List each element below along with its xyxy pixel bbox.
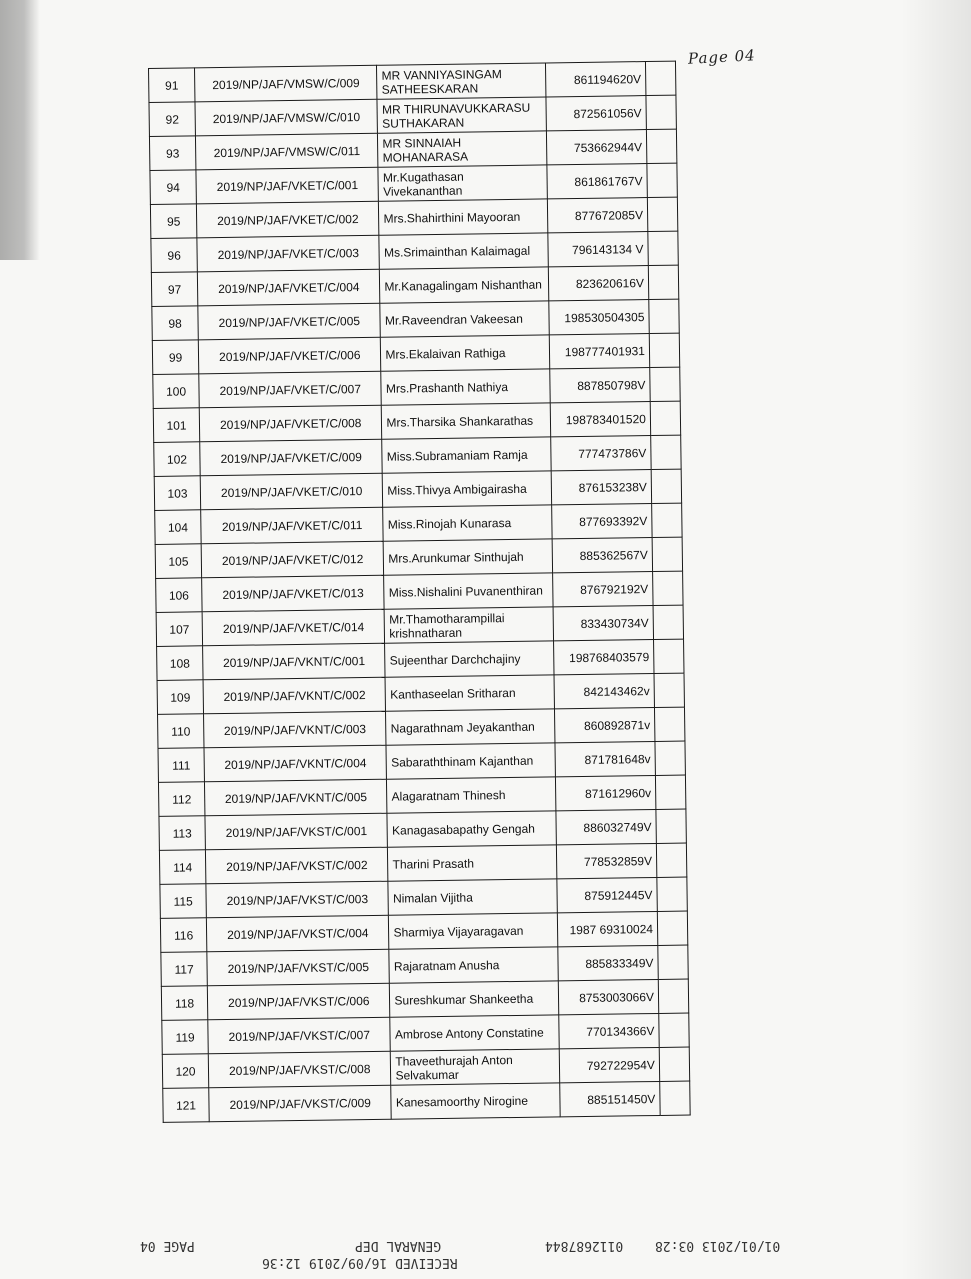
row-name: Ambrose Antony Constatine — [390, 1015, 559, 1051]
row-number: 103 — [154, 476, 201, 511]
row-name: Miss.Nishalini Puvanenthiran — [384, 573, 553, 609]
row-nic: 833430734V — [553, 606, 654, 641]
row-number: 95 — [150, 204, 197, 239]
row-number: 116 — [160, 918, 207, 953]
row-reference: 2019/NP/JAF/VKET/C/012 — [201, 541, 384, 578]
row-nic: 877693392V — [551, 504, 652, 539]
row-number: 106 — [156, 578, 203, 613]
row-number: 91 — [149, 68, 196, 103]
row-nic: 876792192V — [552, 572, 653, 607]
row-number: 118 — [161, 986, 208, 1021]
applicant-table — [148, 61, 691, 1123]
row-reference: 2019/NP/JAF/VKST/C/005 — [207, 949, 390, 986]
row-blank — [650, 401, 681, 435]
row-nic: 871781648v — [555, 741, 656, 776]
row-number: 97 — [151, 272, 198, 307]
row-reference: 2019/NP/JAF/VKET/C/010 — [200, 473, 383, 510]
row-name: Sureshkumar Shankeetha — [390, 981, 559, 1017]
row-reference: 2019/NP/JAF/VKET/C/009 — [200, 439, 383, 476]
row-blank — [651, 435, 682, 469]
row-reference: 2019/NP/JAF/VKET/C/003 — [197, 235, 380, 272]
row-nic: 842143462v — [554, 673, 655, 708]
row-number: 121 — [163, 1088, 210, 1123]
row-name: Nagarathnam Jeyakanthan — [386, 709, 555, 745]
row-number: 104 — [155, 510, 202, 545]
row-reference: 2019/NP/JAF/VKST/C/006 — [207, 983, 390, 1020]
row-name: Mrs.Shahirthini Mayooran — [379, 199, 548, 235]
row-nic: 198783401520 — [550, 402, 651, 437]
row-blank — [656, 843, 687, 877]
row-name: Miss.Thivya Ambigairasha — [383, 471, 552, 507]
row-number: 101 — [153, 408, 200, 443]
row-nic: 198768403579 — [553, 639, 654, 674]
row-nic: 753662944V — [546, 130, 647, 165]
row-number: 92 — [149, 102, 196, 137]
row-number: 117 — [161, 952, 208, 987]
row-reference: 2019/NP/JAF/VKNT/C/003 — [204, 711, 387, 748]
row-number: 94 — [150, 170, 197, 205]
row-nic: 8753003066V — [558, 979, 659, 1014]
row-reference: 2019/NP/JAF/VKST/C/001 — [205, 813, 388, 850]
row-reference: 2019/NP/JAF/VMSW/C/009 — [195, 65, 378, 102]
row-name: Mrs.Ekalaivan Rathiga — [381, 335, 550, 371]
row-name: Nimalan Vijitha — [388, 879, 557, 915]
row-number: 112 — [158, 782, 205, 817]
row-reference: 2019/NP/JAF/VKNT/C/001 — [203, 643, 386, 680]
row-blank — [645, 61, 676, 95]
row-nic: 792722954V — [559, 1047, 660, 1082]
row-blank — [654, 707, 685, 741]
row-number: 108 — [157, 646, 204, 681]
row-nic: 777473786V — [550, 436, 651, 471]
row-name: Mr.Kugathasan Vivekananthan — [378, 165, 547, 201]
row-nic: 823620616V — [548, 266, 649, 301]
row-reference: 2019/NP/JAF/VKNT/C/005 — [205, 779, 388, 816]
handwritten-page-note: Page 04 — [687, 46, 757, 68]
footer-received-stamp: RECEIVED 16/09/2019 12:36 — [262, 1255, 458, 1270]
row-blank — [660, 1081, 691, 1115]
table-row — [163, 1081, 690, 1122]
row-name: Alagaratnam Thinesh — [387, 777, 556, 813]
row-nic: 1987 69310024 — [557, 911, 658, 946]
row-blank — [649, 333, 680, 367]
row-reference: 2019/NP/JAF/VKET/C/002 — [196, 201, 379, 238]
row-number: 114 — [159, 850, 206, 885]
row-number: 109 — [157, 680, 204, 715]
row-nic: 877672085V — [547, 198, 648, 233]
row-reference: 2019/NP/JAF/VKET/C/006 — [198, 337, 381, 374]
row-reference: 2019/NP/JAF/VKET/C/014 — [202, 609, 385, 646]
row-blank — [652, 537, 683, 571]
row-reference: 2019/NP/JAF/VKET/C/011 — [201, 507, 384, 544]
row-blank — [658, 945, 689, 979]
row-number: 102 — [154, 442, 201, 477]
row-name: Miss.Rinojah Kunarasa — [383, 505, 552, 541]
row-name: Ms.Srimainthan Kalaimagal — [379, 233, 548, 269]
row-nic: 860892871v — [554, 707, 655, 742]
scan-edge-shadow-left — [0, 0, 40, 260]
row-number: 110 — [158, 714, 205, 749]
row-nic: 885151450V — [559, 1081, 660, 1116]
row-blank — [657, 877, 688, 911]
row-reference: 2019/NP/JAF/VMSW/C/010 — [195, 99, 378, 136]
row-blank — [653, 605, 684, 639]
row-number: 99 — [152, 340, 199, 375]
row-nic: 871612960v — [555, 775, 656, 810]
row-blank — [655, 775, 686, 809]
row-nic: 778532859V — [556, 843, 657, 878]
row-name: Mr.Kanagalingam Nishanthan — [380, 267, 549, 303]
row-blank — [646, 129, 677, 163]
row-name: Tharini Prasath — [388, 845, 557, 881]
row-reference: 2019/NP/JAF/VKST/C/003 — [206, 881, 389, 918]
row-reference: 2019/NP/JAF/VKST/C/002 — [205, 847, 388, 884]
row-name: Kanesamoorthy Nirogine — [391, 1083, 560, 1119]
row-blank — [652, 503, 683, 537]
row-number: 93 — [149, 136, 196, 171]
row-nic: 885833349V — [558, 945, 659, 980]
row-name: Sabaraththinam Kajanthan — [386, 743, 555, 779]
row-nic: 875912445V — [557, 877, 658, 912]
row-name: MR VANNIYASINGAM SATHEESKARAN — [377, 63, 546, 99]
footer-date-time: 01/01/2013 03:28 — [655, 1238, 781, 1253]
row-number: 120 — [162, 1054, 209, 1089]
row-reference: 2019/NP/JAF/VKET/C/007 — [199, 371, 382, 408]
row-number: 115 — [160, 884, 207, 919]
row-number: 96 — [151, 238, 198, 273]
row-nic: 861194620V — [545, 62, 646, 97]
row-number: 105 — [155, 544, 202, 579]
row-blank — [651, 469, 682, 503]
row-nic: 198530504305 — [549, 300, 650, 335]
row-blank — [654, 673, 685, 707]
row-reference: 2019/NP/JAF/VKET/C/004 — [197, 269, 380, 306]
row-name: Mrs.Tharsika Shankarathas — [382, 403, 551, 439]
row-number: 107 — [156, 612, 203, 647]
row-name: Mr.Thamotharampillai krishnatharan — [385, 607, 554, 643]
footer-page: PAGE 04 — [140, 1238, 195, 1253]
row-blank — [656, 809, 687, 843]
row-name: Kanthaseelan Sritharan — [385, 675, 554, 711]
row-name: Sujeenthar Darchchajiny — [385, 641, 554, 677]
footer-fax-number: 0112687844 — [545, 1238, 624, 1253]
row-blank — [659, 1047, 690, 1081]
row-name: Miss.Subramaniam Ramja — [382, 437, 551, 473]
row-name: Mrs.Prashanth Nathiya — [381, 369, 550, 405]
row-nic: 872561056V — [546, 96, 647, 131]
row-name: Mr.Raveendran Vakeesan — [380, 301, 549, 337]
row-number: 98 — [152, 306, 199, 341]
row-nic: 770134366V — [558, 1013, 659, 1048]
row-reference: 2019/NP/JAF/VKST/C/004 — [206, 915, 389, 952]
row-reference: 2019/NP/JAF/VKST/C/007 — [208, 1017, 391, 1054]
row-name: Sharmiya Vijayaragavan — [389, 913, 558, 949]
row-blank — [658, 979, 689, 1013]
row-reference: 2019/NP/JAF/VKET/C/008 — [199, 405, 382, 442]
row-number: 100 — [153, 374, 200, 409]
row-name: Mrs.Arunkumar Sinthujah — [384, 539, 553, 575]
row-reference: 2019/NP/JAF/VKET/C/005 — [198, 303, 381, 340]
row-blank — [657, 911, 688, 945]
row-nic: 885362567V — [552, 538, 653, 573]
row-blank — [653, 639, 684, 673]
scan-edge-shadow-right — [901, 0, 971, 1279]
row-blank — [659, 1013, 690, 1047]
row-blank — [647, 163, 678, 197]
table-body — [149, 61, 691, 1122]
row-nic: 796143134 V — [548, 232, 649, 267]
row-blank — [650, 367, 681, 401]
row-blank — [646, 95, 677, 129]
row-reference: 2019/NP/JAF/VKET/C/013 — [202, 575, 385, 612]
row-name: Thaveethurajah Anton Selvakumar — [391, 1049, 560, 1085]
row-nic: 861861767V — [547, 164, 648, 199]
row-nic: 876153238V — [551, 470, 652, 505]
footer-department: GENARAL DEP — [355, 1238, 442, 1253]
row-nic: 886032749V — [556, 809, 657, 844]
row-name: MR SINNAIAH MOHANARASA — [378, 131, 547, 167]
row-name: MR THIRUNAVUKKARASU SUTHAKARAN — [377, 97, 546, 133]
row-reference: 2019/NP/JAF/VKST/C/008 — [208, 1051, 391, 1088]
row-number: 111 — [158, 748, 205, 783]
row-name: Kanagasabapathy Gengah — [387, 811, 556, 847]
row-reference: 2019/NP/JAF/VKET/C/001 — [196, 167, 379, 204]
row-number: 119 — [162, 1020, 209, 1055]
row-reference: 2019/NP/JAF/VKST/C/009 — [209, 1085, 392, 1122]
row-blank — [649, 299, 680, 333]
row-reference: 2019/NP/JAF/VKNT/C/004 — [204, 745, 387, 782]
row-number: 113 — [159, 816, 206, 851]
row-nic: 198777401931 — [549, 334, 650, 369]
row-name: Rajaratnam Anusha — [389, 947, 558, 983]
row-blank — [648, 265, 679, 299]
row-blank — [648, 231, 679, 265]
row-reference: 2019/NP/JAF/VKNT/C/002 — [203, 677, 386, 714]
row-blank — [647, 197, 678, 231]
row-blank — [655, 741, 686, 775]
row-nic: 887850798V — [549, 368, 650, 403]
row-reference: 2019/NP/JAF/VMSW/C/011 — [196, 133, 379, 170]
row-blank — [653, 571, 684, 605]
